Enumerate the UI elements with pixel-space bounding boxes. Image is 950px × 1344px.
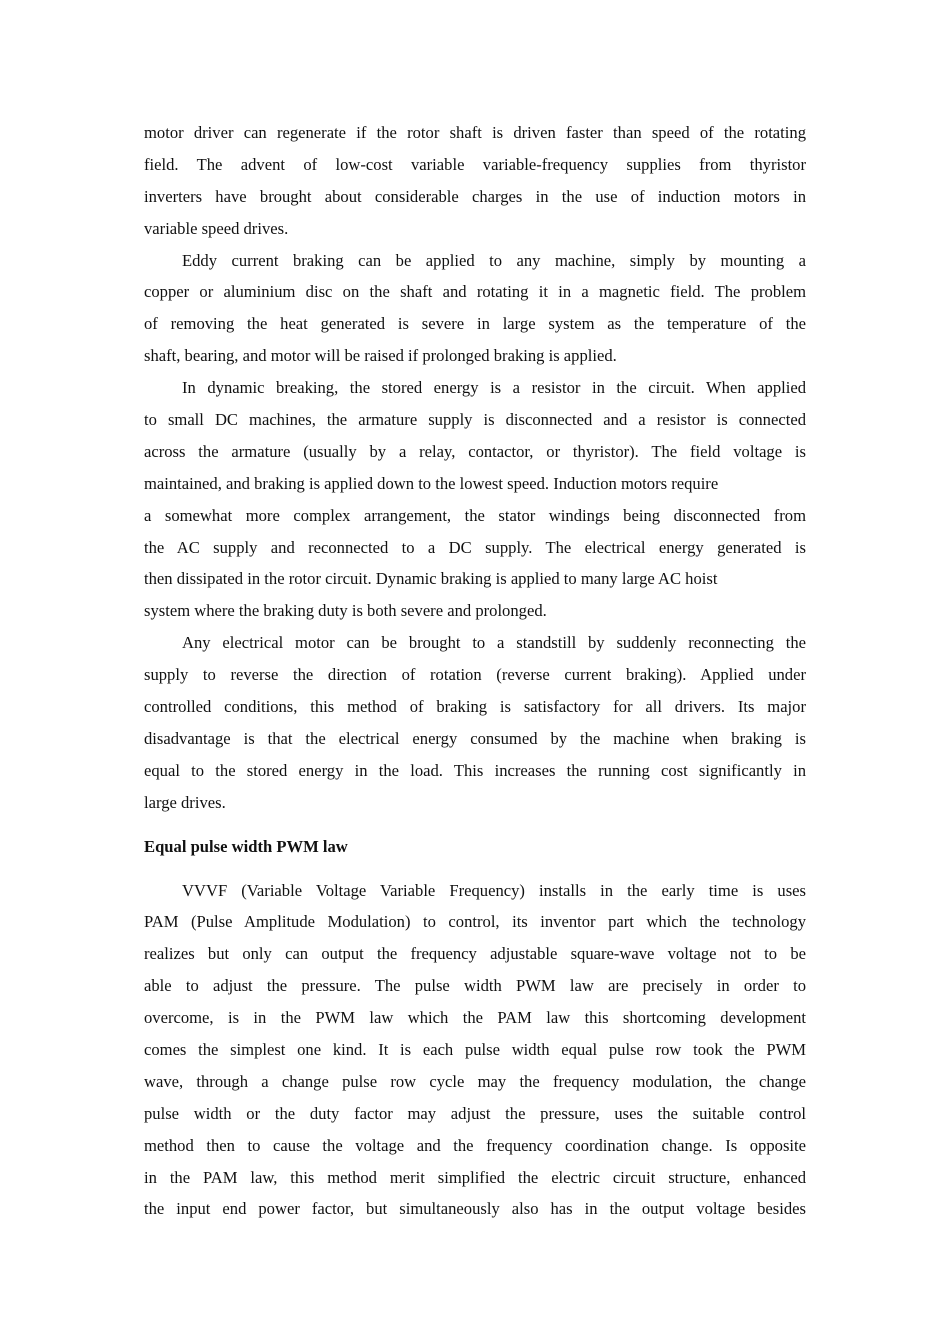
text-line: comes the simplest one kind. It is each pulse width equal pulse row took the PWM [144,1039,806,1059]
text-line: in the PAM law, this method merit simplified the electric circuit structure, enhanced [144,1167,806,1187]
text-line: Eddy current braking can be applied to any machine, simply by mounting a [182,250,806,270]
text-line: to small DC machines, the armature supply is disconnected and a resistor is connected [144,410,806,430]
text-line: method then to cause the voltage and the frequency coordination change. Is opposite [144,1135,806,1155]
text-line: system where the braking duty is both severe and prolonged. [144,601,547,621]
text-line: of removing the heat generated is severe in large system as the temperature of the [144,314,806,334]
text-line: In dynamic breaking, the stored energy is a resistor in the circuit. When applied [182,378,806,398]
text-line: shaft, bearing, and motor will be raised if prolonged braking is applied. [144,346,617,366]
text-line: pulse width or the duty factor may adjust the pressure, uses the suitable control [144,1103,806,1123]
text-line: a somewhat more complex arrangement, the stator windings being disconnected from [144,505,806,525]
text-line: equal to the stored energy in the load. This increases the running cost significantly in [144,760,806,780]
text-line: able to adjust the pressure. The pulse width PWM law are precisely in order to [144,976,806,996]
paragraph-dynamic-braking [144,372,806,627]
text-line: copper or aluminium disc on the shaft and rotating it in a magnetic field. The problem [144,282,806,302]
document-page [144,117,806,1225]
text-line: across the armature (usually by a relay, contactor, or thyristor). The field voltage is [144,441,806,461]
text-line: inverters have brought about considerable charges in the use of induction motors in [144,186,806,206]
text-line: PAM (Pulse Amplitude Modulation) to control, its inventor part which the technology [144,912,806,932]
text-line: VVVF (Variable Voltage Variable Frequency) installs in the early time is uses [182,880,806,900]
text-line: variable speed drives. [144,218,289,238]
text-line: controlled conditions, this method of braking is satisfactory for all drivers. Its major [144,697,806,717]
text-line: the AC supply and reconnected to a DC supply. The electrical energy generated is [144,537,806,557]
text-line: Any electrical motor can be brought to a standstill by suddenly reconnecting the [182,633,806,653]
paragraph-vvvf [144,875,806,1226]
text-line: field. The advent of low-cost variable variable-frequency supplies from thyristor [144,154,806,174]
text-line: motor driver can regenerate if the rotor shaft is driven faster than speed of the rotating [144,123,806,142]
text-line: then dissipated in the rotor circuit. Dynamic braking is applied to many large AC hoist [144,569,718,589]
text-line: realizes but only can output the frequency adjustable square-wave voltage not to be [144,944,806,964]
paragraph-eddy-current [144,245,806,373]
text-line: maintained, and braking is applied down to the lowest speed. Induction motors require [144,473,719,493]
paragraph-reverse-current [144,627,806,818]
text-line: large drives. [144,792,226,812]
text-line: supply to reverse the direction of rotation (reverse current braking). Applied under [144,665,806,685]
section-heading: Equal pulse width PWM law [144,836,348,856]
paragraph-regeneration [144,117,806,245]
text-line: overcome, is in the PWM law which the PAM law this shortcoming development [144,1008,806,1028]
text-line: the input end power factor, but simultaneously also has in the output voltage besides [144,1199,806,1219]
text-line: disadvantage is that the electrical energy consumed by the machine when braking is [144,728,806,748]
text-line: wave, through a change pulse row cycle may the frequency modulation, the change [144,1071,806,1091]
